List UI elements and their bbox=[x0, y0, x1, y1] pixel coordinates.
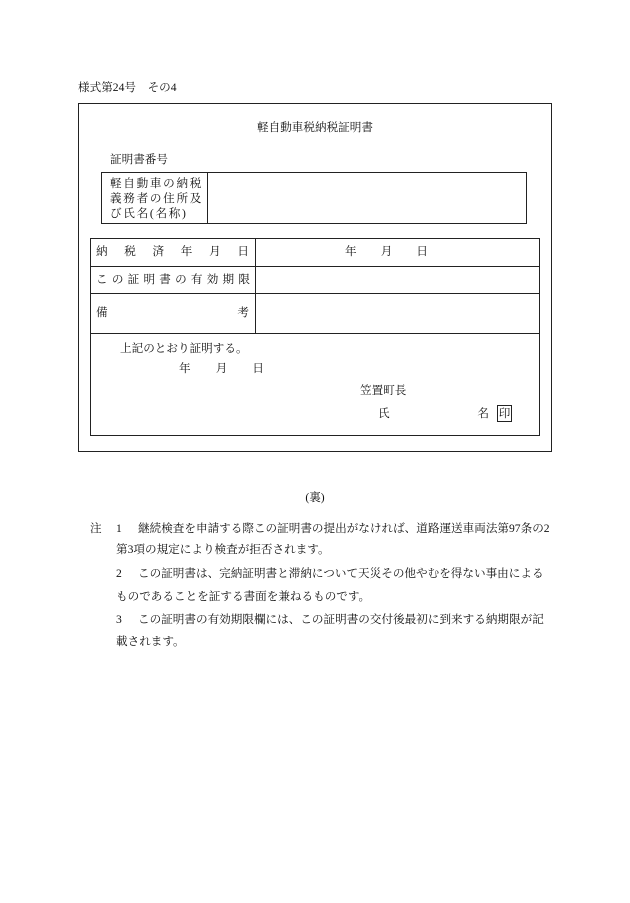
note-3-line-2: 載されます。 bbox=[116, 635, 185, 648]
taxpayer-label-line-3: び氏名(名称) bbox=[110, 207, 188, 220]
note-number-3: 3 bbox=[116, 613, 122, 626]
notes-label: 注 bbox=[90, 522, 102, 535]
label-char: 備 bbox=[96, 306, 108, 319]
paid-date-value bbox=[345, 245, 428, 259]
label-char: 月 bbox=[380, 245, 393, 258]
taxpayer-box-divider bbox=[207, 172, 208, 224]
certificate-title: 軽自動車税納税証明書 bbox=[257, 121, 373, 134]
label-char: 有 bbox=[190, 273, 203, 286]
issue-date bbox=[179, 362, 264, 376]
label-char: 期 bbox=[222, 273, 235, 286]
label-char: 限 bbox=[238, 273, 250, 286]
seal-mark: 印 bbox=[498, 407, 511, 420]
taxpayer-label-line-2: 義務者の住所及 bbox=[110, 192, 204, 205]
label-char: 名 bbox=[477, 407, 489, 420]
note-1-line-2: 第3項の規定により検査が拒否されます。 bbox=[116, 543, 330, 556]
label-char: 考 bbox=[237, 306, 249, 319]
label-char: 納 bbox=[96, 245, 108, 258]
label-char: 年 bbox=[180, 245, 193, 258]
label-char: 年 bbox=[179, 362, 191, 375]
row-divider-2 bbox=[90, 293, 540, 294]
label-char: 日 bbox=[252, 362, 264, 375]
label-char: こ bbox=[96, 273, 108, 286]
label-char: の bbox=[175, 273, 187, 286]
label-char: 日 bbox=[237, 245, 249, 258]
row-divider-1 bbox=[90, 266, 540, 267]
note-number-1: 1 bbox=[116, 522, 122, 535]
label-char: 書 bbox=[159, 273, 171, 286]
label-char: の bbox=[111, 273, 124, 286]
label-char: 氏 bbox=[378, 407, 390, 420]
label-char: 効 bbox=[206, 273, 219, 286]
label-char: 月 bbox=[209, 245, 221, 258]
note-1-line-1: 継続検査を申請する際この証明書の提出がなければ、道路運送車両法第97条の2 bbox=[138, 522, 550, 535]
label-char: 月 bbox=[215, 362, 228, 375]
certificate-number-label: 証明書番号 bbox=[110, 153, 168, 166]
note-2-line-2: ものであることを証する書面を兼ねるものです。 bbox=[116, 590, 371, 603]
row-divider-3 bbox=[90, 333, 540, 334]
label-char: 日 bbox=[416, 245, 428, 258]
column-divider bbox=[255, 238, 256, 333]
paid-date-label bbox=[96, 245, 249, 259]
note-number-2: 2 bbox=[116, 567, 122, 580]
label-char: 税 bbox=[124, 245, 136, 258]
issuer-title: 笠置町長 bbox=[360, 384, 407, 397]
note-2-line-1: この証明書は、完納証明書と滞納について天災その他やむを得ない事由による bbox=[138, 567, 544, 580]
remarks-label bbox=[96, 306, 249, 320]
form-number: 様式第24号 その4 bbox=[78, 81, 177, 94]
validity-label bbox=[96, 273, 250, 287]
label-char: 証 bbox=[127, 273, 140, 286]
label-char: 明 bbox=[143, 273, 156, 286]
label-char: 済 bbox=[152, 245, 165, 258]
name-label bbox=[378, 407, 489, 421]
label-char: 年 bbox=[345, 245, 357, 258]
note-3-line-1: この証明書の有効期限欄には、この証明書の交付後最初に到来する納期限が記 bbox=[138, 613, 544, 626]
back-heading: (裏) bbox=[305, 491, 325, 504]
certification-statement: 上記のとおり証明する。 bbox=[120, 342, 248, 355]
taxpayer-label-line-1: 軽自動車の納税 bbox=[110, 177, 204, 190]
